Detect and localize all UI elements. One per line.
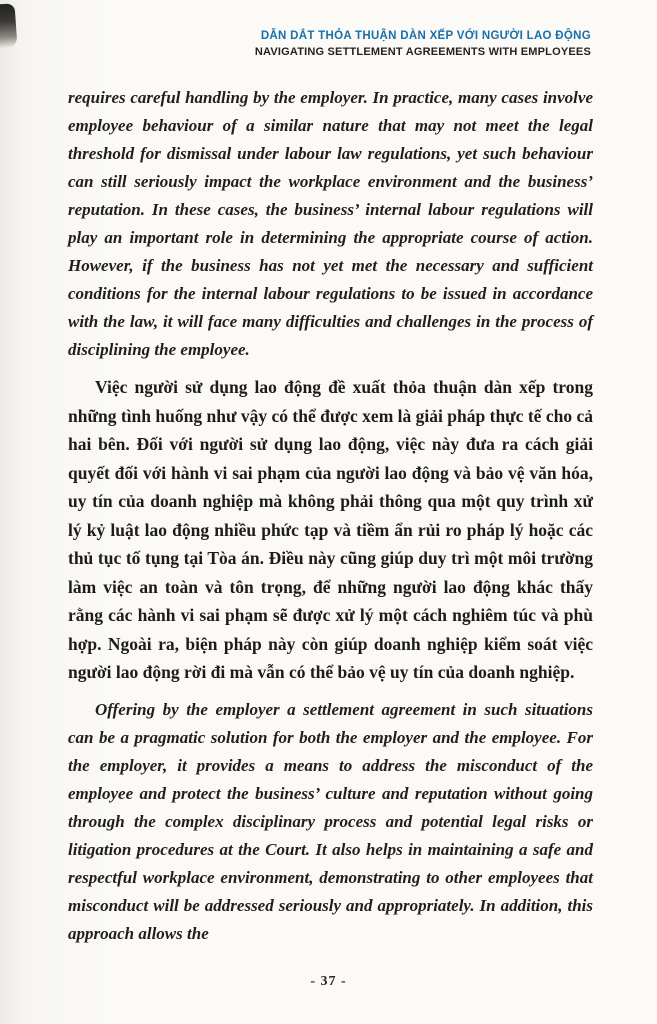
page-number: - 37 -: [310, 974, 347, 989]
header-title-english: NAVIGATING SETTLEMENT AGREEMENTS WITH EMPLOYEES: [254, 46, 591, 58]
binding-shadow-artifact: [0, 3, 18, 48]
header-title-vietnamese: DẪN DẮT THỎA THUẬN DÀN XẾP VỚI NGƯỜI LAO ĐỘNG: [260, 30, 591, 42]
paragraph-english: Offering by the employer a settlement agreement in such situations can be a pragmatic solution for both the employer and the employee. For the employer, it provides a means to address the misconduct of the employee and protect the business’ culture and reputation without going through the complex disciplinary process and potential legal risks or litigation procedures at the Court. It also helps in maintaining a safe and respectful workplace environment, demonstrating to other employees that misconduct will be addressed seriously and appropriately. In addition, this approach allows the: [68, 699, 593, 943]
paragraph-vietnamese: Việc người sử dụng lao động đề xuất thỏa thuận dàn xếp trong những tình huống như vậy có thể được xem là giải pháp thực tế cho cả hai bên. Đối với người sử dụng lao động, việc này đưa ra cách giải quyết đối với hành vi sai phạm của người lao động và bảo vệ văn hóa, uy tín của doanh nghiệp mà không phải thông qua một quy trình xử lý kỷ luật lao động nhiều phức tạp và tiềm ẩn rủi ro pháp lý hoặc các thủ tục tố tụng tại Tòa án. Điều này cũng giúp duy trì một môi trường làm việc an toàn và tôn trọng, để những người lao động khác thấy rằng các hành vi sai phạm sẽ được xử lý một cách nghiêm túc và phù hợp. Ngoài ra, biện pháp này còn giúp doanh nghiệp kiểm soát việc người lao động rời đi mà vẫn có thể bảo vệ uy tín của doanh nghiệp.: [68, 377, 593, 682]
page-header: [120, 30, 591, 58]
page-body: [68, 84, 593, 957]
paragraph-english-continued: requires careful handling by the employer. In practice, many cases involve employee behaviour of a similar nature that may not meet the legal threshold for dismissal under labour law regulations, yet such behaviour can still seriously impact the workplace environment and the business’ reputation. In these cases, the business’ internal labour regulations will play an important role in determining the appropriate course of action. However, if the business has not yet met the necessary and sufficient conditions for the internal labour regulations to be issued in accordance with the law, it will face many difficulties and challenges in the process of disciplining the employee.: [68, 88, 593, 359]
